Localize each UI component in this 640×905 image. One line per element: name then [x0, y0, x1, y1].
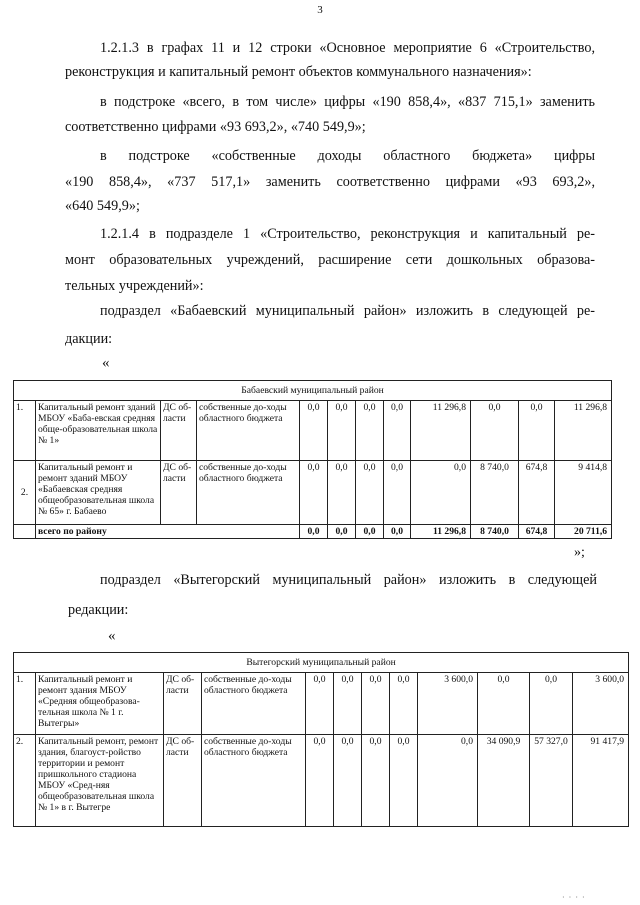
value-cell: 0,0	[334, 735, 362, 827]
table-row	[14, 461, 612, 525]
value-cell: 0,0	[300, 401, 328, 461]
value-cell: 3 600,0	[418, 673, 478, 735]
source-cell: собственные до-ходы областного бюджета	[202, 673, 306, 735]
value-cell: 0,0	[390, 673, 418, 735]
source-cell: собственные до-ходы областного бюджета	[197, 461, 300, 525]
code-cell: ДС об-ласти	[164, 735, 202, 827]
value-cell: 91 417,9	[573, 735, 629, 827]
row-index: 2.	[14, 461, 36, 525]
object-name: Капитальный ремонт, ремонт здания, благоуст-ройство территории и ремонт пришкольного стадиона МБОУ «Сред-няя общеобразовательная школа № 1» в г. Вытегре	[36, 735, 164, 827]
table-row	[14, 735, 629, 827]
source-cell: собственные до-ходы областного бюджета	[197, 401, 300, 461]
value-cell: 0,0	[356, 401, 384, 461]
value-cell: 0,0	[384, 461, 411, 525]
value-cell: 34 090,9	[478, 735, 530, 827]
total-value: 0,0	[328, 525, 356, 539]
para-6-line-2: редакции:	[68, 602, 129, 618]
para-1-line-1: 1.2.1.3 в графах 11 и 12 строки «Основное мероприятие 6 «Строительство,	[100, 40, 595, 56]
table-title: Вытегорский муниципальный район	[14, 653, 629, 673]
object-name: Капитальный ремонт зданий МБОУ «Баба-евская средняя обще-образовательная школа № 1»	[36, 401, 161, 461]
total-value: 8 740,0	[471, 525, 519, 539]
total-value: 11 296,8	[411, 525, 471, 539]
para-5-line-1: подраздел «Бабаевский муниципальный район» изложить в следующей ре-	[100, 303, 595, 319]
value-cell: 0,0	[519, 401, 555, 461]
value-cell: 8 740,0	[471, 461, 519, 525]
quote-open-2: «	[108, 628, 116, 644]
value-cell: 0,0	[471, 401, 519, 461]
row-index: 1.	[14, 401, 36, 461]
table-title-row	[14, 381, 612, 401]
value-cell: 0,0	[356, 461, 384, 525]
total-value: 0,0	[300, 525, 328, 539]
para-4-line-2: монт образовательных учреждений, расширение сети дошкольных образова-	[65, 252, 595, 268]
table-babaevsky	[13, 380, 612, 539]
quote-open-1: «	[102, 355, 110, 371]
value-cell: 0,0	[384, 401, 411, 461]
code-cell: ДС об-ласти	[161, 401, 197, 461]
row-index: 1.	[14, 673, 36, 735]
row-index: 2.	[14, 735, 36, 827]
value-cell: 3 600,0	[573, 673, 629, 735]
total-value: 674,8	[519, 525, 555, 539]
value-cell: 0,0	[306, 673, 334, 735]
para-2-line-2: соответственно цифрами «93 693,2», «740 549,9»;	[65, 119, 366, 135]
table-row	[14, 673, 629, 735]
value-cell: 0,0	[334, 673, 362, 735]
scan-artifact: · · · ·	[562, 893, 586, 902]
table-title: Бабаевский муниципальный район	[14, 381, 612, 401]
table-row	[14, 401, 612, 461]
value-cell: 0,0	[306, 735, 334, 827]
value-cell: 11 296,8	[411, 401, 471, 461]
value-cell: 57 327,0	[530, 735, 573, 827]
value-cell: 11 296,8	[555, 401, 612, 461]
total-value: 0,0	[356, 525, 384, 539]
source-cell: собственные до-ходы областного бюджета	[202, 735, 306, 827]
para-4-line-1: 1.2.1.4 в подразделе 1 «Строительство, реконструкция и капитальный ре-	[100, 226, 595, 242]
table-total-row	[14, 525, 612, 539]
value-cell: 0,0	[362, 673, 390, 735]
total-value: 0,0	[384, 525, 411, 539]
total-value: 20 711,6	[555, 525, 612, 539]
table-vytegorsky	[13, 652, 629, 827]
code-cell: ДС об-ласти	[164, 673, 202, 735]
page-number: 3	[317, 4, 323, 16]
quote-close-1: »;	[574, 545, 585, 560]
table-title-row	[14, 653, 629, 673]
empty-cell	[14, 525, 36, 539]
object-name: Капитальный ремонт и ремонт зданий МБОУ «Бабаевская средняя общеобразовательная школа № 65» г. Бабаево	[36, 461, 161, 525]
para-2-line-1: в подстроке «всего, в том числе» цифры «190 858,4», «837 715,1» заменить	[100, 94, 595, 110]
total-label: всего по району	[36, 525, 300, 539]
value-cell: 0,0	[328, 461, 356, 525]
value-cell: 0,0	[478, 673, 530, 735]
para-1-line-2: реконструкция и капитальный ремонт объектов коммунального назначения»:	[65, 64, 532, 80]
para-6-line-1: подраздел «Вытегорский муниципальный район» изложить в следующей	[100, 572, 597, 588]
value-cell: 0,0	[411, 461, 471, 525]
value-cell: 674,8	[519, 461, 555, 525]
para-3-line-1: в подстроке «собственные доходы областного бюджета» цифры	[100, 148, 595, 164]
value-cell: 0,0	[328, 401, 356, 461]
object-name: Капитальный ремонт и ремонт здания МБОУ «Средняя общеобразова-тельная школа № 1 г. Вытегры»	[36, 673, 164, 735]
value-cell: 0,0	[390, 735, 418, 827]
code-cell: ДС об-ласти	[161, 461, 197, 525]
value-cell: 9 414,8	[555, 461, 612, 525]
para-4-line-3: тельных учреждений»:	[65, 278, 204, 294]
value-cell: 0,0	[300, 461, 328, 525]
value-cell: 0,0	[418, 735, 478, 827]
para-3-line-3: «640 549,9»;	[65, 198, 140, 214]
value-cell: 0,0	[362, 735, 390, 827]
para-3-line-2: «190 858,4», «737 517,1» заменить соответственно цифрами «93 693,2»,	[65, 174, 595, 190]
para-5-line-2: дакции:	[65, 331, 113, 347]
value-cell: 0,0	[530, 673, 573, 735]
